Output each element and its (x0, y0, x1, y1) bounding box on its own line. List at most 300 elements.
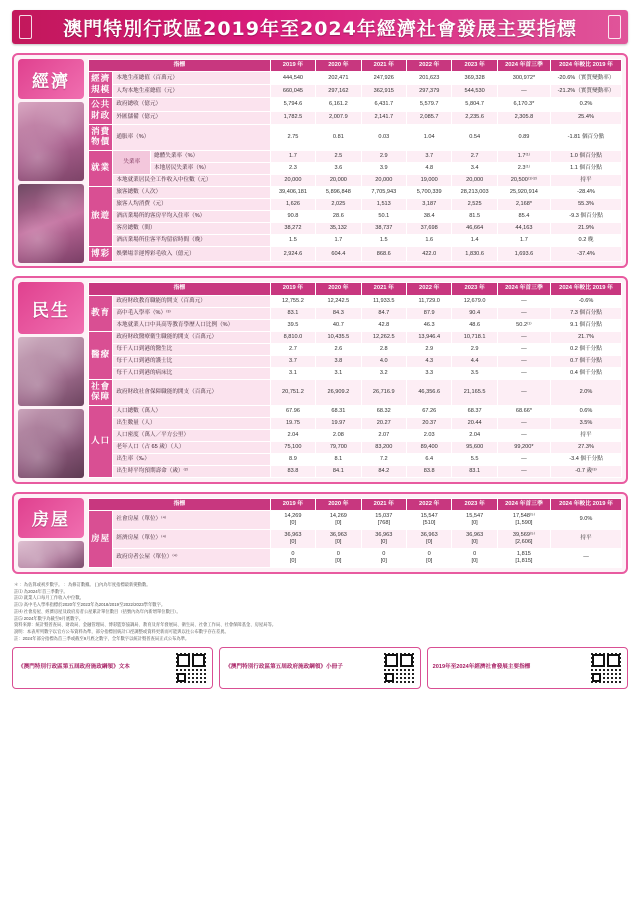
row-indicator: 本地居民失業率（%） (151, 162, 271, 174)
cell-value: 26,716.9 (361, 379, 406, 405)
section-housing-sidebar (18, 498, 84, 568)
cell-value: 2.3⁽¹⁾ (497, 162, 550, 174)
cell-value: 38,272 (270, 222, 315, 234)
cell-value: 3.2 (361, 367, 406, 379)
cell-value: 0.54 (452, 124, 497, 150)
section-economy-photo-2 (18, 184, 84, 263)
cell-value: 19.75 (270, 417, 315, 429)
cell-value: 14,269 [0] (316, 511, 361, 530)
cell-value: 2,168* (497, 198, 550, 210)
cell-value: 6,431.7 (361, 98, 406, 111)
table-row (89, 222, 622, 234)
cell-value: 7.2 (361, 453, 406, 465)
cell-value: 2.6 (316, 343, 361, 355)
cell-value: 3.7 (407, 150, 452, 162)
row-indicator: 政府總收（億元） (113, 98, 270, 111)
row-indicator: 本地就業居民全工作收入中位數（元） (113, 174, 270, 186)
row-indicator: 人均本地生產總值（元） (113, 85, 270, 98)
col-2021: 2021 年 (361, 498, 406, 510)
qr-card-policy-booklet[interactable] (219, 647, 420, 689)
cell-value: 1.7 (316, 234, 361, 246)
col-indicator: 指標 (89, 498, 271, 510)
section-livelihood-sidebar (18, 282, 84, 477)
row-indicator: 客房總數（間） (113, 222, 270, 234)
cell-value: 83.1 (452, 465, 497, 477)
row-indicator: 每千人口到港的病床比 (113, 367, 270, 379)
qr-code-icon[interactable] (383, 652, 415, 684)
section-housing-badge: 房屋 (18, 498, 84, 538)
cell-value: 3.4 (452, 162, 497, 174)
cell-value: 0.81 (316, 124, 361, 150)
cell-value: 38,737 (361, 222, 406, 234)
footnote-6: 資料來源：統計暨普查局、財政局、金融管理局、博彩監察協調局、教育及青年發展局、衛生局、社會工作局、社會保障基金、房屋局等。 (14, 622, 277, 628)
cell-value: 1,626 (270, 198, 315, 210)
row-indicator: 通脹率（%） (113, 124, 270, 150)
cell-value: 85.4 (497, 210, 550, 222)
cell-value: 1.6 (407, 234, 452, 246)
cell-change: 2.0% (551, 379, 622, 405)
cell-value: 1,782.5 (270, 111, 315, 124)
qr-code-icon[interactable] (175, 652, 207, 684)
col-2022: 2022 年 (407, 60, 452, 72)
row-indicator: 娛樂場幸運博彩毛收入（億元） (113, 246, 270, 262)
cell-value: 89,400 (407, 441, 452, 453)
cell-value: 11,729.0 (407, 295, 452, 307)
table-row (89, 417, 622, 429)
row-category: 經濟規模 (89, 72, 113, 98)
economy-table-header-row (89, 60, 622, 72)
cell-value: 20,000 (270, 174, 315, 186)
cell-change: 3.5% (551, 417, 622, 429)
row-category: 教育 (89, 295, 113, 331)
row-indicator: 出生率（‰） (113, 453, 270, 465)
row-category: 博彩 (89, 246, 113, 262)
cell-value: 2.07 (361, 429, 406, 441)
cell-value: 5,794.6 (270, 98, 315, 111)
cell-value: 50.2⁽¹⁾ (497, 319, 550, 331)
cell-value: 50.1 (361, 210, 406, 222)
col-2019: 2019 年 (270, 60, 315, 72)
qr-card-indicators[interactable] (427, 647, 628, 689)
cell-value: 202,471 (316, 72, 361, 85)
section-livelihood-photo-2 (18, 409, 84, 478)
cell-change: 0.7 個千分點 (551, 355, 622, 367)
page-title-banner (12, 10, 628, 44)
cell-value: 39.5 (270, 319, 315, 331)
cell-value: 28.6 (316, 210, 361, 222)
cell-change: 持平 (551, 429, 622, 441)
cell-change: 9.0% (551, 511, 622, 530)
housing-table-header-row (89, 498, 622, 510)
cell-value: 83.1 (270, 307, 315, 319)
qr-card-label: 《澳門特別行政區第五屆政府施政綱領》文本 (18, 664, 130, 671)
col-2022: 2022 年 (407, 498, 452, 510)
cell-value: 20,000 (361, 174, 406, 186)
cell-value: 83.8 (270, 465, 315, 477)
cell-value: — (497, 343, 550, 355)
cell-value: 2.03 (407, 429, 452, 441)
cell-change: 9.1 個百分點 (551, 319, 622, 331)
decorative-bracket-left-icon (19, 15, 32, 39)
cell-value: 84.7 (361, 307, 406, 319)
cell-value: 36,963 [0] (316, 529, 361, 548)
cell-value: 84.3 (316, 307, 361, 319)
cell-value: 8.1 (316, 453, 361, 465)
cell-value: 12,262.5 (361, 331, 406, 343)
table-row (89, 198, 622, 210)
cell-value: 1,693.6 (497, 246, 550, 262)
cell-change: 55.3% (551, 198, 622, 210)
cell-value: 90.4 (452, 307, 497, 319)
section-livelihood (12, 276, 628, 483)
cell-value: 90.8 (270, 210, 315, 222)
cell-change: -20.6%（實質變動率） (551, 72, 622, 85)
col-2021: 2021 年 (361, 60, 406, 72)
cell-value: 544,530 (452, 85, 497, 98)
cell-value: 83,200 (361, 441, 406, 453)
cell-value: 46,356.6 (407, 379, 452, 405)
cell-value: 297,162 (316, 85, 361, 98)
page-title: 澳門特別行政區2019年至2024年經濟社會發展主要指標 (63, 17, 577, 40)
row-indicator: 人口總數（萬人） (113, 405, 270, 417)
row-indicator: 每千人口到港的護士比 (113, 355, 270, 367)
decorative-bracket-right-icon (608, 15, 621, 39)
qr-card-policy-text[interactable] (12, 647, 213, 689)
cell-value: — (497, 417, 550, 429)
table-row (89, 98, 622, 111)
cell-value: 2,007.9 (316, 111, 361, 124)
cell-value: 2,085.7 (407, 111, 452, 124)
cell-value: 3.5 (452, 367, 497, 379)
cell-value: 42.8 (361, 319, 406, 331)
economy-table (88, 59, 622, 262)
cell-change: -9.3 個百分點 (551, 210, 622, 222)
cell-value: — (497, 429, 550, 441)
cell-value: 6.4 (407, 453, 452, 465)
cell-change: 21.7% (551, 331, 622, 343)
cell-value: 0 [0] (361, 548, 406, 567)
table-row (89, 162, 622, 174)
cell-value: 12,679.0 (452, 295, 497, 307)
cell-value: 604.4 (316, 246, 361, 262)
footnote-1: 註⑴ 為2024年首三季數字。 (14, 588, 68, 594)
cell-value: 84.1 (316, 465, 361, 477)
section-economy-badge: 經濟 (18, 59, 84, 99)
row-category: 消費物價 (89, 124, 113, 150)
cell-value: 5,579.7 (407, 98, 452, 111)
cell-value: 1,815 [1,815] (497, 548, 550, 567)
qr-card-label: 《澳門特別行政區第五屆政府施政綱領》小冊子 (225, 664, 343, 671)
table-row (89, 367, 622, 379)
cell-change: 0.6% (551, 405, 622, 417)
col-2022: 2022 年 (407, 283, 452, 295)
col-change: 2024 年較比 2019 年 (551, 60, 622, 72)
cell-value: 8.9 (270, 453, 315, 465)
section-economy (12, 53, 628, 268)
cell-change: 0.2 晚 (551, 234, 622, 246)
cell-value: — (497, 355, 550, 367)
cell-change: -28.4% (551, 186, 622, 198)
cell-value: 3.3 (407, 367, 452, 379)
cell-value: 5,896,848 (316, 186, 361, 198)
footnote-8: 註：2024年部分指標為首三季或截至9月底之數字，全年數字以統計暨普查局正式公布為準。 (14, 635, 190, 641)
cell-change: -3.4 個千分點 (551, 453, 622, 465)
col-2019: 2019 年 (270, 498, 315, 510)
row-subcategory: 失業率 (113, 150, 151, 174)
cell-value: 2,141.7 (361, 111, 406, 124)
section-livelihood-badge: 民生 (18, 282, 84, 334)
cell-value: 38.4 (407, 210, 452, 222)
livelihood-table-header-row (89, 283, 622, 295)
col-2019: 2019 年 (270, 283, 315, 295)
col-change: 2024 年較比 2019 年 (551, 283, 622, 295)
cell-value: 19.97 (316, 417, 361, 429)
section-livelihood-photo-1 (18, 337, 84, 406)
cell-value: 3.6 (316, 162, 361, 174)
cell-value: 36,963 [0] (270, 529, 315, 548)
cell-value: 39,569⁽⁵⁾ [2,606] (497, 529, 550, 548)
cell-change: — (551, 548, 622, 567)
col-2024q3: 2024 年首三季 (497, 283, 550, 295)
footnote-0: ＊ ：為估算或初步數字。 ：為修訂數據。 ( )內為年度指標最新變動數。 (14, 581, 151, 587)
cell-value: — (497, 307, 550, 319)
cell-value: 4.3 (407, 355, 452, 367)
cell-value: 2,235.6 (452, 111, 497, 124)
row-indicator: 本地生產總值（百萬元） (113, 72, 270, 85)
table-row (89, 150, 622, 162)
cell-value: 3.8 (316, 355, 361, 367)
col-change: 2024 年較比 2019 年 (551, 498, 622, 510)
cell-change: 7.3 個百分點 (551, 307, 622, 319)
col-2024q3: 2024 年首三季 (497, 60, 550, 72)
row-indicator: 酒店業場所住客平均留宿時間（晚） (113, 234, 270, 246)
cell-change: -21.2%（實質變動率） (551, 85, 622, 98)
cell-value: 444,540 (270, 72, 315, 85)
table-row (89, 307, 622, 319)
cell-value: 79,700 (316, 441, 361, 453)
cell-value: 2.9 (361, 150, 406, 162)
col-2020: 2020 年 (316, 283, 361, 295)
table-row (89, 441, 622, 453)
row-indicator: 老年人口（占 65 歲）（人） (113, 441, 270, 453)
table-row (89, 379, 622, 405)
table-row (89, 85, 622, 98)
row-indicator: 政府房者公屋（單位）⁽⁴⁾ (113, 548, 270, 567)
row-indicator: 旅客人均消費（元） (113, 198, 270, 210)
section-housing-photo-1 (18, 541, 84, 568)
col-2020: 2020 年 (316, 498, 361, 510)
cell-value: 68.37 (452, 405, 497, 417)
cell-value: 1.5 (270, 234, 315, 246)
table-row (89, 174, 622, 186)
col-2023: 2023 年 (452, 283, 497, 295)
cell-value: 4.8 (407, 162, 452, 174)
cell-value: 10,435.5 (316, 331, 361, 343)
cell-value: 247,926 (361, 72, 406, 85)
housing-table (88, 498, 622, 568)
cell-change: 0.2% (551, 98, 622, 111)
cell-value: 46,664 (452, 222, 497, 234)
cell-value: 68.32 (361, 405, 406, 417)
cell-value: 1,513 (361, 198, 406, 210)
cell-change: -0.6% (551, 295, 622, 307)
cell-value: 13,946.4 (407, 331, 452, 343)
cell-value: 3.1 (316, 367, 361, 379)
row-category: 醫療 (89, 331, 113, 379)
cell-value: 2.3 (270, 162, 315, 174)
col-indicator: 指標 (89, 60, 271, 72)
cell-value: 1,830.6 (452, 246, 497, 262)
row-category: 旅遊 (89, 186, 113, 246)
cell-value: 8,810.0 (270, 331, 315, 343)
qr-card-label: 2019年至2024年經濟社會發展主要指標 (432, 664, 531, 671)
cell-value: 3.1 (270, 367, 315, 379)
table-row (89, 405, 622, 417)
row-category: 社會保障 (89, 379, 113, 405)
livelihood-table (88, 282, 622, 477)
cell-value: 20,500⁽¹⁾⁽²⁾ (497, 174, 550, 186)
cell-value: 75,100 (270, 441, 315, 453)
cell-value: 67.96 (270, 405, 315, 417)
cell-value: 0 [0] (452, 548, 497, 567)
cell-value: 1.7 (497, 234, 550, 246)
cell-value: 5.5 (452, 453, 497, 465)
footnotes (12, 582, 628, 642)
cell-value: 2.04 (452, 429, 497, 441)
row-indicator: 出生時平均預期壽命（歲）⁽²⁾ (113, 465, 270, 477)
section-economy-sidebar (18, 59, 84, 262)
cell-value: 12,242.5 (316, 295, 361, 307)
cell-value: 95,600 (452, 441, 497, 453)
cell-value: 35,132 (316, 222, 361, 234)
col-indicator: 指標 (89, 283, 271, 295)
cell-value: 87.9 (407, 307, 452, 319)
row-indicator: 出生數量（人） (113, 417, 270, 429)
cell-change: 21.9% (551, 222, 622, 234)
cell-change: 27.3% (551, 441, 622, 453)
row-indicator: 政府財政教育職能的開支（百萬元） (113, 295, 270, 307)
cell-value: 362,915 (361, 85, 406, 98)
row-category: 公共財政 (89, 98, 113, 124)
row-indicator: 人口密度（萬人／平方公里） (113, 429, 270, 441)
cell-change: 持平 (551, 529, 622, 548)
cell-value: 44,163 (497, 222, 550, 234)
table-row (89, 111, 622, 124)
cell-value: 2,025 (316, 198, 361, 210)
cell-value: 48.6 (452, 319, 497, 331)
row-indicator: 社會房屋（單位）⁽⁴⁾ (113, 511, 270, 530)
cell-value: 3.7 (270, 355, 315, 367)
table-row (89, 355, 622, 367)
cell-change: 1.1 個百分點 (551, 162, 622, 174)
cell-value: 300,972* (497, 72, 550, 85)
section-economy-table-wrap (88, 59, 622, 262)
cell-value: — (497, 379, 550, 405)
table-row (89, 246, 622, 262)
cell-value: 39,406,181 (270, 186, 315, 198)
cell-value: 68.31 (316, 405, 361, 417)
table-row (89, 331, 622, 343)
footnote-5: 註⑸ 2024年數字為截至9月底數字。 (14, 615, 84, 621)
cell-value: 40.7 (316, 319, 361, 331)
cell-value: 14,269 [0] (270, 511, 315, 530)
cell-value: 20,000 (452, 174, 497, 186)
cell-change: 持平 (551, 174, 622, 186)
row-indicator: 高中毛入學率（%）⁽³⁾ (113, 307, 270, 319)
col-2024q3: 2024 年首三季 (497, 498, 550, 510)
cell-value: 297,379 (407, 85, 452, 98)
cell-value: — (497, 367, 550, 379)
table-row (89, 511, 622, 530)
qr-code-icon[interactable] (590, 652, 622, 684)
cell-value: 2,305.8 (497, 111, 550, 124)
cell-value: 20.44 (452, 417, 497, 429)
cell-change: 1.0 個百分點 (551, 150, 622, 162)
cell-change: 0.2 個千分點 (551, 343, 622, 355)
footnote-7: 說明：本表所列數字以官方公布資料為準，部分指標因統計口徑調整或資料更新而可能與以往公布數字存在差異。 (14, 628, 229, 634)
cell-value: 0.03 (361, 124, 406, 150)
row-indicator: 每千人口到港的醫生比 (113, 343, 270, 355)
cell-change: -1.81 個百分點 (551, 124, 622, 150)
cell-value: 83.8 (407, 465, 452, 477)
cell-value: 1.7⁽¹⁾ (497, 150, 550, 162)
cell-value: — (497, 295, 550, 307)
table-row (89, 529, 622, 548)
cell-value: 2.75 (270, 124, 315, 150)
cell-value: 67.26 (407, 405, 452, 417)
cell-change: -37.4% (551, 246, 622, 262)
cell-value: 2.7 (452, 150, 497, 162)
cell-value: 20,000 (316, 174, 361, 186)
cell-value: 6,161.2 (316, 98, 361, 111)
cell-value: 2.9 (407, 343, 452, 355)
cell-value: 15,037 [768] (361, 511, 406, 530)
cell-value: 20.37 (407, 417, 452, 429)
cell-value: — (497, 465, 550, 477)
cell-value: 2.8 (361, 343, 406, 355)
cell-value: 3,187 (407, 198, 452, 210)
cell-value: 25,920,914 (497, 186, 550, 198)
cell-value: — (497, 453, 550, 465)
cell-value: 15,547 [510] (407, 511, 452, 530)
cell-value: 2.9 (452, 343, 497, 355)
cell-value: 2.7 (270, 343, 315, 355)
cell-value: 7,705,943 (361, 186, 406, 198)
cell-value: 28,213,003 (452, 186, 497, 198)
cell-value: 36,963 [0] (407, 529, 452, 548)
section-housing-table-wrap (88, 498, 622, 568)
row-category: 人口 (89, 405, 113, 477)
cell-value: 36,963 [0] (452, 529, 497, 548)
row-category: 就業 (89, 150, 113, 186)
col-2020: 2020 年 (316, 60, 361, 72)
footnote-2: 註⑵ 就業人口每月工作收入中位數。 (14, 595, 84, 601)
table-row (89, 319, 622, 331)
cell-change: 25.4% (551, 111, 622, 124)
cell-value: 0.89 (497, 124, 550, 150)
row-indicator: 旅客總數（人次） (113, 186, 270, 198)
cell-value: 660,045 (270, 85, 315, 98)
cell-value: 3.9 (361, 162, 406, 174)
cell-value: 11,933.5 (361, 295, 406, 307)
table-row (89, 186, 622, 198)
section-livelihood-table-wrap (88, 282, 622, 477)
table-row (89, 548, 622, 567)
cell-value: 4.0 (361, 355, 406, 367)
cell-value: 46.3 (407, 319, 452, 331)
cell-value: 422.0 (407, 246, 452, 262)
row-category: 房屋 (89, 511, 113, 568)
